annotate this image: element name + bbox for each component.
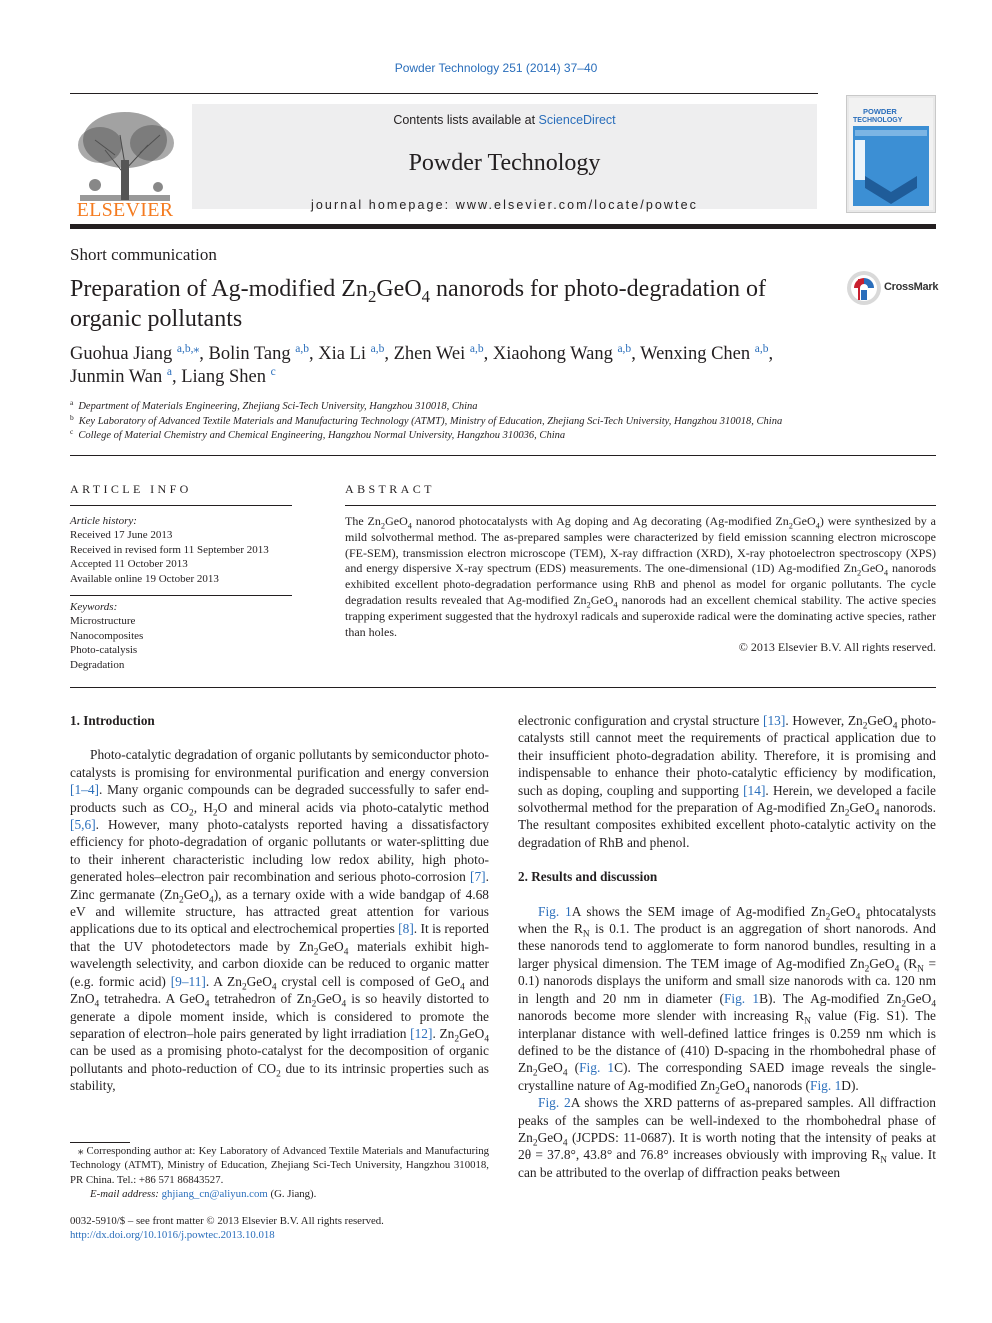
figure-link[interactable]: Fig. 2 <box>538 1095 571 1111</box>
citation-link[interactable]: [9–11] <box>170 973 206 989</box>
abstract-text: The $Zn_2GeO_4$ nanorod photocatalysts with Ag doping and Ag decorating (Ag-modified $Zn_2GeO_4$) were synthesized by a mild solvothermal method. The as-prepared samples were characterized by field emission scanning electron microscope (FE-SEM), transmission electron microscope (TEM), X-ray diffraction (XRD), X-ray photoelectron spectroscopy (XPS) and energy dispersive X-ray spectrum (EDS) measurements. The one-dimensional (1D) Ag-modified $Zn_2GeO_4$ nanorods exhibited excellent photo-degradation performance using RhB and phenol as model for organic pollutants. The cycle degradation results revealed that Ag-modified $Zn_2GeO_4$ nanorods had an excellent chemical stability. The active species trapping experiment suggested that the hydroxyl radicals and superoxide radical were the dominating active species, rather than holes. <box>345 514 937 639</box>
cover-title-2: TECHNOLOGY <box>853 117 903 124</box>
author[interactable]: Wenxing Chen $^{a,b}$ <box>640 343 769 364</box>
author-list: Guohua Jiang $^{a,b,⁎}$, Bolin Tang $^{a,b}$, Xia Li $^{a,b}$, Zhen Wei $^{a,b}$, Xiaohong Wang $^{a,b}$, Wenxing Chen $^{a,b}$, Junmin Wan $^a$, Liang Shen $^c$ <box>70 343 774 387</box>
journal-reference[interactable]: Powder Technology 251 (2014) 37–40 <box>394 61 598 75</box>
footnote-rule <box>70 1142 130 1143</box>
corresponding-author-footnote <box>70 1142 489 1202</box>
title-subscript-1: 2 <box>367 286 377 306</box>
abstract-bottom-rule <box>70 687 936 688</box>
figure-link[interactable]: Fig. 1 <box>810 1077 842 1093</box>
author[interactable]: Liang Shen $^c$ <box>181 366 276 387</box>
title-subscript-2: 4 <box>421 286 431 306</box>
header-thick-rule <box>70 224 936 229</box>
figure-link[interactable]: Fig. 1 <box>538 903 572 919</box>
journal-homepage[interactable]: journal homepage: www.elsevier.com/locate/powtec <box>310 198 699 212</box>
elsevier-wordmark: ELSEVIER <box>76 199 174 221</box>
history-item: Received in revised form 11 September 2013 <box>70 543 269 556</box>
citation-link[interactable]: [7] <box>470 869 486 885</box>
section-heading-introduction: 1. Introduction <box>70 713 155 728</box>
abstract-body <box>345 514 936 656</box>
issn-line: 0032-5910/$ – see front matter © 2013 Elsevier B.V. All rights reserved. <box>70 1215 384 1227</box>
author[interactable]: Xiaohong Wang $^{a,b}$ <box>492 343 632 364</box>
keyword: Degradation <box>70 658 125 671</box>
citation-link[interactable]: [8] <box>398 921 414 937</box>
journal-header <box>70 95 936 225</box>
author[interactable]: Bolin Tang $^{a,b}$ <box>208 343 309 364</box>
body-paragraph: Fig. 1A shows the SEM image of Ag-modified $Zn_2GeO_4$ phtocatalysts when the $R_N$ is 0.1. The product is an aggregation of short nanorods. And these nanorods tend to agglomerate to form nanorod bundles, resulting in a larger physical dimension. The TEM image of Ag-modified $Zn_2GeO_4$ $(R_N = 0.1)$ nanorods displays the uniform and small size nanorods with ca. 120 nm in length and 20 nm in diameter (Fig. 1B). The Ag-modified $Zn_2GeO_4$ nanorods become more slender with increasing $R_N$ value (Fig. S1). The interplanar distance with well-defined lattice fringes is 0.259 nm which is defined to be the distance of (410) D-spacing in the rhombohedral phase of $Zn_2GeO_4$ (Fig. 1C). The corresponding SAED image reveals the single-crystalline nature of Ag-modified $Zn_2GeO_4$ nanorods (Fig. 1D). <box>518 903 936 1097</box>
history-item: Available online 19 October 2013 <box>70 572 219 585</box>
citation-link[interactable]: [5,6] <box>70 817 96 833</box>
crossmark-badge[interactable] <box>846 270 938 306</box>
crossmark-label: CrossMark <box>884 281 939 293</box>
author[interactable]: Junmin Wan $^a$ <box>70 366 172 387</box>
elsevier-tree-logo[interactable] <box>70 95 180 215</box>
corresponding-author-text: ⁎ Corresponding author at: Key Laboratory of Advanced Textile Materials and Manufacturing Technology (ATMT), Ministry of Education, Zhejiang Sci-Tech University, Hangzhou 310018, PR China. Tel.: +86 571 86843527. <box>70 1145 489 1186</box>
author[interactable]: Zhen Wei $^{a,b}$ <box>393 343 484 364</box>
affiliation: $^b$ Key Laboratory of Advanced Textile Materials and Manufacturing Technology (ATMT), Ministry of Education, Zhejiang Sci-Tech University, Hangzhou 310018, China <box>70 412 783 427</box>
title-part-1: Preparation of Ag-modified Zn <box>70 276 368 302</box>
body-column-left <box>70 712 489 1095</box>
article-info-label: ARTICLE INFO <box>70 482 192 496</box>
keyword: Microstructure <box>70 615 136 628</box>
cover-graphic <box>847 96 935 212</box>
abstract-label: ABSTRACT <box>345 482 435 496</box>
affiliations <box>70 400 930 444</box>
history-item: Accepted 11 October 2013 <box>70 558 188 571</box>
history-item: Received 17 June 2013 <box>70 529 173 542</box>
figure-link[interactable]: Fig. 1 <box>579 1060 615 1076</box>
email-suffix: (G. Jiang). <box>267 1188 317 1201</box>
affiliation: $^c$ College of Material Chemistry and Chemical Engineering, Hangzhou Normal University, Hangzhou 310036, China <box>70 427 566 441</box>
header-top-rule <box>70 93 818 94</box>
article-type: Short communication <box>70 245 217 264</box>
abstract-copyright: © 2013 Elsevier B.V. All rights reserved. <box>738 640 936 655</box>
journal-cover-thumbnail[interactable] <box>846 95 936 213</box>
keyword: Nanocomposites <box>70 629 144 642</box>
author[interactable]: Xia Li $^{a,b}$ <box>318 343 385 364</box>
section-heading-results: 2. Results and discussion <box>518 869 658 885</box>
citation-link[interactable]: [1–4] <box>70 782 100 798</box>
abstract-rule <box>345 505 936 506</box>
article-info-rule <box>70 505 292 506</box>
keywords <box>70 600 143 672</box>
cover-title: POWDER <box>863 107 897 116</box>
author[interactable]: Guohua Jiang $^{a,b,⁎}$ <box>70 343 200 364</box>
body-paragraph: Fig. 2A shows the XRD patterns of as-prepared samples. All diffraction peaks of the samples can be well-indexed to the rhombohedral phase of $Zn_2GeO_4$ (JCPDS: 11-0687). It is worth noting that the intensity of peaks at 2θ = 37.8°, 43.8° and 76.8° increases obviously with improving $R_N$ value. It can be attributed to the overlap of diffraction peaks between <box>518 1095 936 1180</box>
issn-doi-block <box>70 1214 384 1243</box>
article-history <box>70 514 269 586</box>
body-paragraph: Photo-catalytic degradation of organic pollutants by semiconductor photo-catalysts is promising for environmental purification and energy conversion [1–4]. Many organic compounds can be degraded successfully to safer end-products such as $CO_2$, $H_2O$ and mineral acids via photo-catalytic method [5,6]. However, many photo-catalysts reported having a dissatisfactory efficiency for photo-degradation of organic pollutants or water-splitting due to their inherent characteristic including low redox ability, high photo-generated holes–electron pair recombination and serious photo-corrosion [7]. Zinc germanate $(Zn_2GeO_4)$, as a ternary oxide with a wide bandgap of 4.68 eV and willemite structure, has attracted great attention for various applications due to its optical and electrochemical properties [8]. It is reported that the UV photodetectors made by $Zn_2GeO_4$ materials exhibit high-wavelength selectivity, and carbon dioxide can be reduced to organic matter (e.g. formic acid) [9–11]. A $Zn_2GeO_4$ crystal cell is composed of GeO$_4$ and ZnO$_4$ tetrahedra. A GeO$_4$ tetrahedron of $Zn_2GeO_4$ is so heavily distorted to generate a dipole moment inside, which is considered to promote the separation of electron–hole pairs generated by light irradiation [12]. $Zn_2GeO_4$ can be used as a promising photo-catalyst for the decomposition of organic pollutants and photo-reduction of $CO_2$ due to its intrinsic properties such as stability, <box>70 747 489 1094</box>
journal-title: Powder Technology <box>408 150 601 176</box>
title-part-3: nanorods for photo-degradation of organic pollutants <box>70 276 766 332</box>
affiliation: $^a$ Department of Materials Engineering, Zhejiang Sci-Tech University, Hangzhou 310018, China <box>70 398 478 412</box>
email-label: E-mail address: <box>90 1188 162 1201</box>
keywords-label: Keywords: <box>70 601 118 613</box>
history-label: Article history: <box>70 515 137 527</box>
journal-banner <box>192 104 817 212</box>
doi-link[interactable]: http://dx.doi.org/10.1016/j.powtec.2013.10.018 <box>70 1229 275 1242</box>
affiliation-rule <box>70 455 936 456</box>
citation-link[interactable]: [14] <box>743 782 766 798</box>
figure-link[interactable]: Fig. 1 <box>723 990 760 1006</box>
contents-prefix: Contents lists available at <box>393 113 539 127</box>
citation-link[interactable]: [12] <box>410 1025 433 1041</box>
title-part-2: GeO <box>376 276 422 302</box>
crossmark-icon <box>846 270 882 306</box>
sciencedirect-link[interactable]: ScienceDirect <box>538 113 616 127</box>
body-paragraph: electronic configuration and crystal structure [13]. However, $Zn_2GeO_4$ photo-catalysts still cannot meet the requirements of practical application due to their insufficient photo-degradation ability. Therefore, it is promising and indispensable to enhance their photo-catalytic efficiency by modification, such as doping, coupling and supporting [14]. Herein, we developed a facile solvothermal method for the preparation of Ag-modified $Zn_2GeO_4$ nanorods. The resultant composites exhibited excellent photo-catalytic activity on the degradation of RhB and phenol. <box>518 713 937 850</box>
keyword: Photo-catalysis <box>70 644 138 657</box>
email-link[interactable]: ghjiang_cn@aliyun.com <box>161 1188 268 1201</box>
keywords-rule <box>70 595 292 596</box>
article-title <box>70 274 830 334</box>
contents-line <box>192 113 817 127</box>
body-column-right <box>518 712 936 1181</box>
citation-link[interactable]: [13] <box>763 713 786 728</box>
